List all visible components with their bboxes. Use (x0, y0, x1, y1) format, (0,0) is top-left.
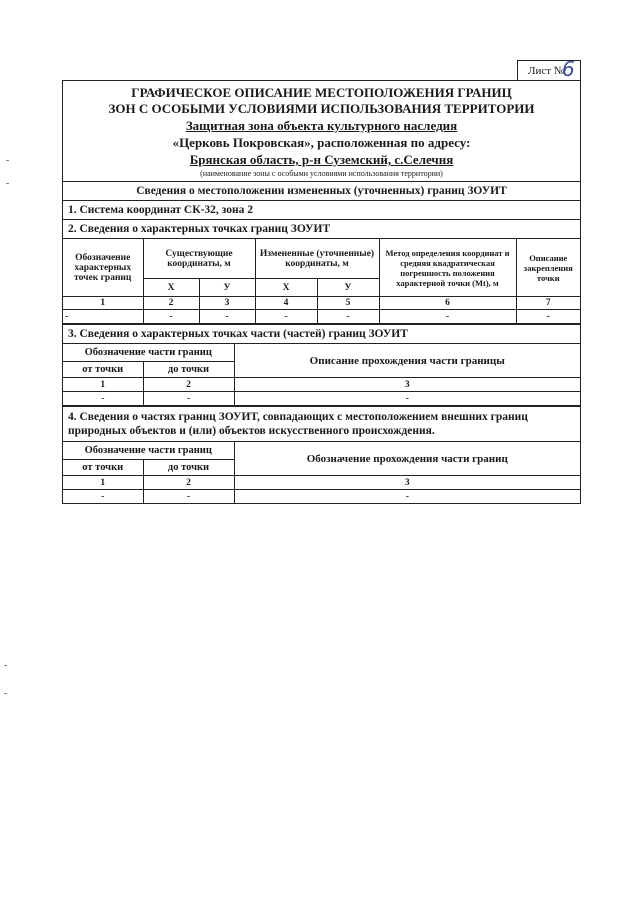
col-point: Обозначение характерных точек границ (63, 239, 143, 297)
col-part: Обозначение части границ (63, 442, 234, 460)
document-header (63, 81, 580, 179)
object-line: «Церковь Покровская», расположенная по адресу: (172, 135, 471, 150)
data-cell: - (199, 310, 255, 324)
data-cell: - (516, 310, 580, 324)
data-cell: - (234, 392, 580, 406)
data-cell: - (379, 310, 516, 324)
data-cell: - (317, 310, 379, 324)
col-x-changed: Х (255, 279, 317, 297)
section-2-table (63, 238, 580, 324)
num-cell: 3 (234, 476, 580, 490)
section-main-title: Сведения о местоположении измененных (уточненных) границ ЗОУИТ (63, 181, 580, 200)
data-cell: - (255, 310, 317, 324)
scan-speck (4, 693, 7, 694)
num-cell: 2 (143, 297, 199, 310)
section-3-table (63, 343, 580, 406)
section-4-title (63, 406, 580, 441)
col-desc: Описание закрепления точки (516, 239, 580, 297)
title-line-2: ЗОН С ОСОБЫМИ УСЛОВИЯМИ ИСПОЛЬЗОВАНИЯ ТЕРРИТОРИИ (108, 101, 535, 116)
col-from: от точки (63, 362, 143, 378)
sheet-number: 6 (562, 57, 575, 81)
col-existing: Существующие координаты, м (143, 239, 255, 279)
scan-speck (4, 665, 7, 666)
address: Брянская область, р-н Суземский, с.Селечня (189, 152, 454, 167)
num-cell: 3 (234, 378, 580, 392)
sheet-label: Лист № (528, 65, 565, 77)
col-part: Обозначение части границ (63, 344, 234, 362)
col-part-desc: Описание прохождения части границы (234, 344, 580, 378)
section-2-title: 2. Сведения о характерных точках границ ЗОУИТ (63, 219, 580, 238)
title-line-1: ГРАФИЧЕСКОЕ ОПИСАНИЕ МЕСТОПОЛОЖЕНИЯ ГРАНИЦ (131, 85, 512, 100)
col-y-changed: У (317, 279, 379, 297)
num-cell: 2 (143, 378, 234, 392)
num-cell: 2 (143, 476, 234, 490)
data-cell: - (234, 490, 580, 504)
scan-speck (6, 160, 9, 161)
col-y-existing: У (199, 279, 255, 297)
document-frame (62, 80, 581, 504)
data-cell: - (143, 490, 234, 504)
num-cell: 6 (379, 297, 516, 310)
col-changed: Измененные (уточненные) координаты, м (255, 239, 379, 279)
section-4-title-line-2: природных объектов и (или) объектов искусственного происхождения. (68, 425, 435, 437)
section-4-table (63, 441, 580, 503)
data-cell: - (63, 392, 143, 406)
section-1-title: 1. Система координат СК-32, зона 2 (63, 200, 580, 219)
data-cell: - (63, 490, 143, 504)
num-cell: 5 (317, 297, 379, 310)
num-cell: 1 (63, 297, 143, 310)
section-4-title-line-1: 4. Сведения о частях границ ЗОУИТ, совпадающих с местоположением внешних границ (68, 411, 528, 423)
sheet-number-box (517, 57, 581, 81)
zone-type: Защитная зона объекта культурного наследия (185, 118, 458, 133)
col-method: Метод определения координат и средняя квадратическая погрешность положения характерной точки (Мt), м (379, 239, 516, 297)
num-cell: 7 (516, 297, 580, 310)
col-part-desc: Обозначение прохождения части границ (234, 442, 580, 476)
num-cell: 3 (199, 297, 255, 310)
col-to: до точки (143, 362, 234, 378)
num-cell: 1 (63, 476, 143, 490)
data-cell: - (143, 392, 234, 406)
data-cell: - (143, 310, 199, 324)
scan-speck (6, 183, 9, 184)
zone-note: (наименование зоны с особыми условиями использования территории) (200, 169, 443, 178)
data-cell: - (63, 310, 143, 324)
col-from: от точки (63, 460, 143, 476)
num-cell: 4 (255, 297, 317, 310)
section-3-title: 3. Сведения о характерных точках части (частей) границ ЗОУИТ (63, 324, 580, 343)
col-x-existing: Х (143, 279, 199, 297)
num-cell: 1 (63, 378, 143, 392)
col-to: до точки (143, 460, 234, 476)
